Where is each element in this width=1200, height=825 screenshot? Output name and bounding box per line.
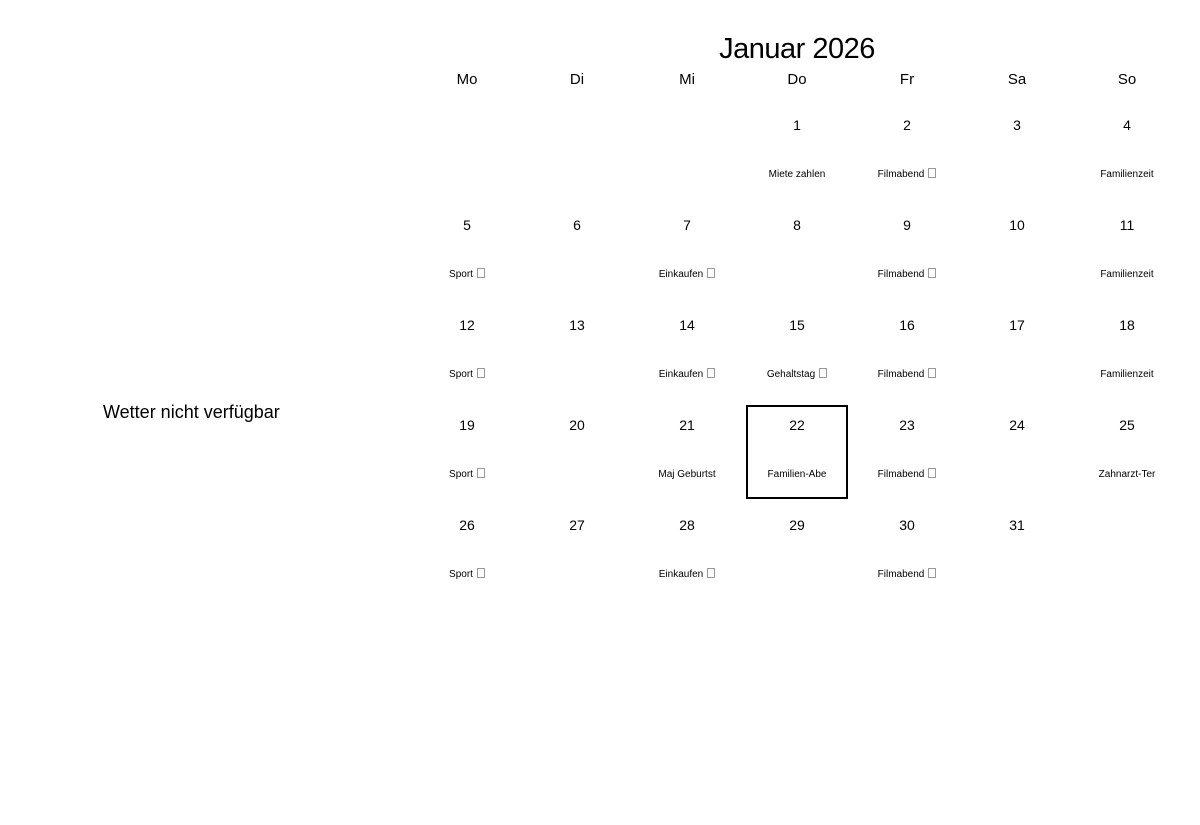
day-cell[interactable] <box>852 105 962 205</box>
day-number: 27 <box>569 517 585 533</box>
day-number: 23 <box>899 417 915 433</box>
event-text: Zahnarzt-Ter <box>1098 469 1156 480</box>
event-text: Sport <box>449 369 473 380</box>
event-text: Maj Geburtst <box>658 469 716 480</box>
weekday-header-mi: Mi <box>679 71 695 88</box>
day-cell[interactable] <box>742 505 852 605</box>
missing-emoji-icon <box>707 568 715 578</box>
weekday-header-do: Do <box>787 71 807 88</box>
event-text: Filmabend <box>877 369 925 380</box>
event-text: Filmabend <box>877 569 925 580</box>
day-number: 12 <box>459 317 475 333</box>
event-text: Filmabend <box>877 469 925 480</box>
missing-emoji-icon <box>819 368 827 378</box>
event-text: Einkaufen <box>658 369 704 380</box>
missing-emoji-icon <box>477 468 485 478</box>
day-cell[interactable] <box>412 405 522 505</box>
day-number <box>632 105 742 117</box>
event-label <box>412 467 522 483</box>
event-label <box>412 367 522 383</box>
event-text: Filmabend <box>877 269 925 280</box>
day-cell[interactable] <box>1072 305 1182 405</box>
day-number: 25 <box>1119 417 1135 433</box>
day-number <box>412 105 522 117</box>
weekday-header-sa: Sa <box>1007 71 1027 88</box>
day-number: 17 <box>1009 317 1025 333</box>
day-number: 7 <box>683 217 691 233</box>
day-number: 19 <box>459 417 475 433</box>
day-cell[interactable] <box>632 505 742 605</box>
event-text: Familienzeit <box>1100 269 1154 280</box>
day-cell[interactable] <box>412 205 522 305</box>
day-number: 24 <box>1009 417 1025 433</box>
event-text: Einkaufen <box>658 269 704 280</box>
day-cell[interactable] <box>1072 505 1182 605</box>
day-number: 2 <box>903 117 911 133</box>
calendar <box>412 0 1182 620</box>
event-text: Gehaltstag <box>766 369 816 380</box>
event-label <box>1072 467 1182 483</box>
missing-emoji-icon <box>477 568 485 578</box>
day-number: 11 <box>1119 217 1135 233</box>
day-number: 14 <box>679 317 695 333</box>
day-number <box>1072 505 1182 517</box>
day-number: 6 <box>573 217 581 233</box>
day-cell[interactable] <box>962 205 1072 305</box>
event-label <box>1072 167 1182 183</box>
event-label <box>632 367 742 383</box>
day-cell[interactable] <box>962 405 1072 505</box>
calendar-title: Januar 2026 <box>719 33 875 65</box>
day-cell[interactable] <box>522 405 632 505</box>
event-label <box>742 467 852 483</box>
selected-day-cell[interactable] <box>742 405 852 505</box>
day-number: 8 <box>793 217 801 233</box>
day-cell[interactable] <box>852 405 962 505</box>
missing-emoji-icon <box>477 268 485 278</box>
event-label <box>852 167 962 183</box>
day-cell[interactable] <box>522 205 632 305</box>
day-cell[interactable] <box>632 305 742 405</box>
day-number: 4 <box>1123 117 1131 133</box>
event-label <box>852 567 962 583</box>
day-cell[interactable] <box>1072 105 1182 205</box>
day-cell[interactable] <box>962 105 1072 205</box>
day-cell[interactable] <box>742 105 852 205</box>
missing-emoji-icon <box>707 268 715 278</box>
day-number: 22 <box>789 417 805 433</box>
day-number: 15 <box>789 317 805 333</box>
day-number: 31 <box>1009 517 1025 533</box>
day-cell[interactable] <box>522 105 632 205</box>
day-number: 10 <box>1009 217 1025 233</box>
missing-emoji-icon <box>928 568 936 578</box>
day-cell[interactable] <box>522 505 632 605</box>
day-cell[interactable] <box>962 305 1072 405</box>
day-cell[interactable] <box>522 305 632 405</box>
event-text: Sport <box>449 469 473 480</box>
event-label <box>412 567 522 583</box>
day-number: 16 <box>899 317 915 333</box>
event-text: Sport <box>449 569 473 580</box>
day-cell[interactable] <box>632 105 742 205</box>
event-label <box>742 367 852 383</box>
missing-emoji-icon <box>477 368 485 378</box>
event-label <box>742 167 852 183</box>
event-label <box>852 367 962 383</box>
day-number: 29 <box>789 517 805 533</box>
day-cell[interactable] <box>412 105 522 205</box>
event-label <box>1072 367 1182 383</box>
event-text: Sport <box>449 269 473 280</box>
day-cell[interactable] <box>1072 205 1182 305</box>
event-label <box>852 267 962 283</box>
event-text: Miete zahlen <box>768 169 826 180</box>
day-cell[interactable] <box>412 505 522 605</box>
day-number: 9 <box>903 217 911 233</box>
day-cell[interactable] <box>412 305 522 405</box>
weekday-header-mo: Mo <box>456 71 478 88</box>
day-cell[interactable] <box>852 505 962 605</box>
weather-status: Wetter nicht verfügbar <box>103 402 280 422</box>
day-number: 18 <box>1119 317 1135 333</box>
day-cell[interactable] <box>852 205 962 305</box>
event-text: Familien-Abe <box>767 469 827 480</box>
event-text: Filmabend <box>877 169 925 180</box>
event-label <box>1072 267 1182 283</box>
day-number: 21 <box>679 417 695 433</box>
day-number: 5 <box>463 217 471 233</box>
missing-emoji-icon <box>928 268 936 278</box>
weekday-header-row <box>412 70 1182 90</box>
day-cell[interactable] <box>962 505 1072 605</box>
weekday-header-so: So <box>1117 71 1137 88</box>
event-text: Familienzeit <box>1100 169 1154 180</box>
weekday-header-fr: Fr <box>899 71 915 88</box>
day-cell[interactable] <box>632 405 742 505</box>
event-label <box>412 267 522 283</box>
day-number: 20 <box>569 417 585 433</box>
event-label <box>632 267 742 283</box>
calendar-grid <box>412 105 1182 605</box>
day-number: 1 <box>793 117 801 133</box>
weekday-header-di: Di <box>569 71 585 88</box>
day-cell[interactable] <box>852 305 962 405</box>
event-text: Einkaufen <box>658 569 704 580</box>
day-number: 13 <box>569 317 585 333</box>
day-number: 3 <box>1013 117 1021 133</box>
day-number <box>522 105 632 117</box>
event-label <box>632 467 742 483</box>
day-number: 30 <box>899 517 915 533</box>
day-cell[interactable] <box>742 305 852 405</box>
event-label <box>632 567 742 583</box>
day-cell[interactable] <box>632 205 742 305</box>
day-cell[interactable] <box>1072 405 1182 505</box>
day-number: 28 <box>679 517 695 533</box>
day-number: 26 <box>459 517 475 533</box>
event-label <box>852 467 962 483</box>
missing-emoji-icon <box>928 368 936 378</box>
missing-emoji-icon <box>928 468 936 478</box>
missing-emoji-icon <box>707 368 715 378</box>
day-cell[interactable] <box>742 205 852 305</box>
missing-emoji-icon <box>928 168 936 178</box>
event-text: Familienzeit <box>1100 369 1154 380</box>
